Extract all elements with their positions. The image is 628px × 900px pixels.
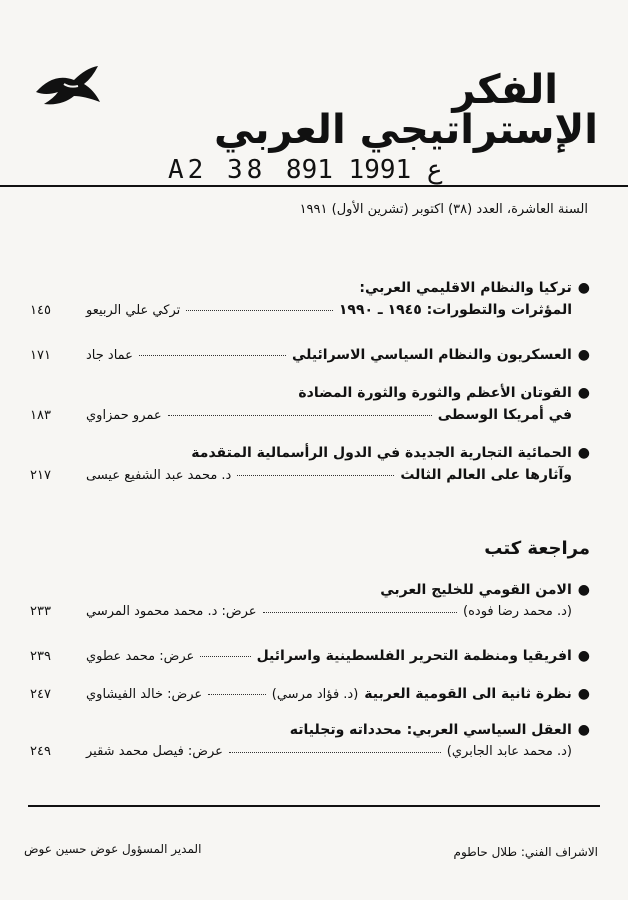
- review-book-author: (د. محمد عابد الجابري): [446, 744, 572, 759]
- page-number: ٢٣٣: [30, 604, 51, 619]
- article-subtitle: المؤثرات والتطورات: ١٩٤٥ ـ ١٩٩٠: [338, 302, 572, 318]
- bottom-divider: [28, 805, 600, 807]
- page-number: ٢٤٧: [30, 687, 51, 702]
- bullet-icon: ●: [577, 582, 590, 598]
- bullet-icon: ●: [577, 648, 590, 664]
- bullet-icon: ●: [577, 445, 590, 461]
- bullet-icon: ●: [577, 347, 590, 363]
- article-title: الحمائية التجارية الجديدة في الدول الرأسمالية المتقدمة: [191, 445, 572, 461]
- leader-dots: [208, 693, 266, 695]
- article-author: عمرو حمزاوي: [86, 408, 162, 423]
- page-number: ١٧١: [30, 348, 51, 363]
- article-title: تركيا والنظام الاقليمي العربي:: [359, 280, 572, 296]
- bird-logo-icon: [34, 62, 102, 112]
- review-title: افريقيا ومنظمة التحرير الفلسطينية واسرائيل: [256, 648, 572, 664]
- leader-dots: [139, 354, 286, 356]
- review-entry[interactable]: [30, 686, 590, 702]
- article-subtitle: وآثارها على العالم الثالث: [400, 467, 572, 483]
- managing-director: المدير المسؤول عوض حسين عوض: [24, 842, 202, 856]
- article-author: د. محمد عبد الشفيع عيسى: [86, 468, 232, 483]
- article-author: عماد جاد: [86, 348, 133, 363]
- page-number: ٢٤٩: [30, 744, 51, 759]
- masthead-title-line1: الفكر: [452, 67, 558, 113]
- toc-entry[interactable]: [30, 280, 590, 318]
- handwritten-catalog-note: A2 38 ع 1991 891: [168, 155, 443, 185]
- issue-info: السنة العاشرة، العدد (٣٨) اكتوبر (تشرين الأول) ١٩٩١: [299, 202, 588, 217]
- art-supervision: الاشراف الفني: طلال حاطوم: [453, 845, 598, 859]
- bullet-icon: ●: [577, 280, 590, 296]
- article-title: العسكريون والنظام السياسي الاسرائيلي: [291, 347, 572, 363]
- reviews-heading: مراجعة كتب: [484, 538, 590, 559]
- page-number: ١٤٥: [30, 303, 51, 318]
- page-number: ١٨٣: [30, 408, 51, 423]
- article-title: القوتان الأعظم والثورة والثورة المضادة: [298, 385, 572, 401]
- review-book-author: (د. محمد رضا فوده): [463, 604, 572, 619]
- bullet-icon: ●: [577, 722, 590, 738]
- toc-entry[interactable]: [30, 385, 590, 423]
- leader-dots: [186, 309, 333, 311]
- bullet-icon: ●: [577, 385, 590, 401]
- masthead-title-line2: الإستراتيجي العربي: [213, 107, 598, 153]
- reviewer: عرض: محمد عطوي: [86, 649, 195, 664]
- leader-dots: [200, 655, 250, 657]
- toc-entry[interactable]: [30, 347, 590, 363]
- page-number: ٢١٧: [30, 468, 51, 483]
- toc-entry[interactable]: [30, 445, 590, 483]
- page-number: ٢٣٩: [30, 649, 51, 664]
- leader-dots: [229, 751, 441, 753]
- review-title: الامن القومي للخليج العربي: [380, 582, 572, 598]
- leader-dots: [263, 611, 457, 613]
- review-entry[interactable]: [30, 648, 590, 664]
- reviewer: عرض: فيصل محمد شقير: [86, 744, 223, 759]
- review-entry[interactable]: [30, 722, 590, 759]
- leader-dots: [237, 474, 394, 476]
- article-author: تركي علي الربيعو: [86, 303, 181, 318]
- reviewer: عرض: د. محمد محمود المرسي: [86, 604, 257, 619]
- bullet-icon: ●: [577, 686, 590, 702]
- review-title: نظرة ثانية الى القومية العربية: [364, 686, 572, 702]
- review-title: العقل السياسي العربي: محدداته وتجلياته: [289, 722, 572, 738]
- reviewer: عرض: خالد الفيشاوي: [86, 687, 203, 702]
- review-book-author: (د. فؤاد مرسي): [271, 687, 359, 702]
- top-divider: [0, 185, 628, 187]
- leader-dots: [168, 414, 432, 416]
- review-entry[interactable]: [30, 582, 590, 619]
- article-subtitle: في أمريكا الوسطى: [437, 407, 572, 423]
